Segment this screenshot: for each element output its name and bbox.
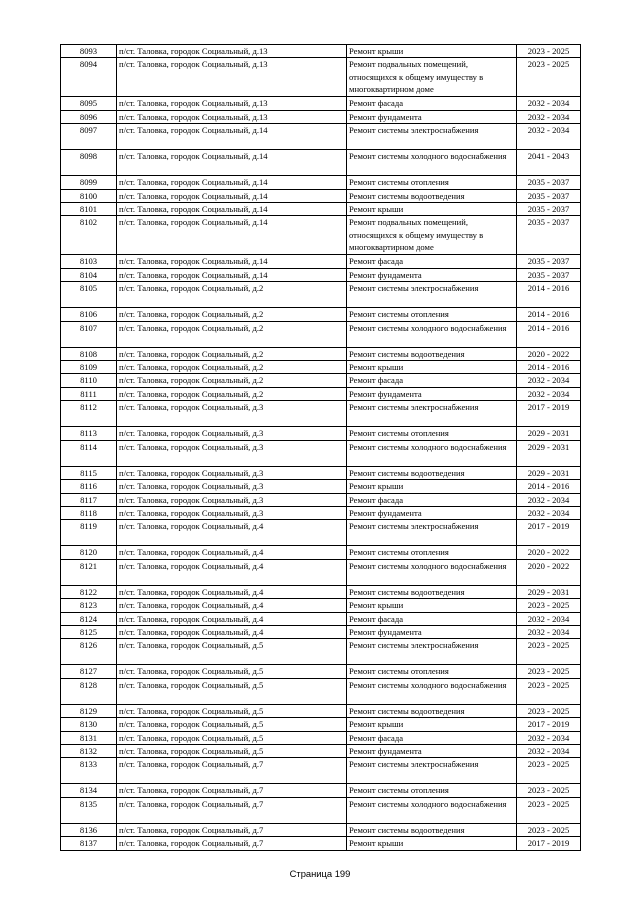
address-cell: п/ст. Таловка, городок Социальный, д.5 <box>117 704 347 717</box>
row-number-cell: 8133 <box>61 758 117 784</box>
table-row <box>61 506 581 519</box>
work-type-cell: Ремонт системы водоотведения <box>347 347 517 360</box>
row-number-cell: 8102 <box>61 216 117 255</box>
address-cell: п/ст. Таловка, городок Социальный, д.4 <box>117 625 347 638</box>
period-cell: 2023 - 2025 <box>517 599 581 612</box>
address-cell: п/ст. Таловка, городок Социальный, д.5 <box>117 731 347 744</box>
address-cell: п/ст. Таловка, городок Социальный, д.13 <box>117 97 347 110</box>
address-cell: п/ст. Таловка, городок Социальный, д.14 <box>117 203 347 216</box>
table-row <box>61 282 581 308</box>
row-number-cell: 8093 <box>61 45 117 58</box>
table-row <box>61 797 581 823</box>
address-cell: п/ст. Таловка, городок Социальный, д.5 <box>117 718 347 731</box>
address-cell: п/ст. Таловка, городок Социальный, д.2 <box>117 361 347 374</box>
table-row <box>61 176 581 189</box>
row-number-cell: 8134 <box>61 784 117 797</box>
address-cell: п/ст. Таловка, городок Социальный, д.2 <box>117 374 347 387</box>
work-type-cell: Ремонт системы холодного водоснабжения <box>347 797 517 823</box>
period-cell: 2032 - 2034 <box>517 731 581 744</box>
row-number-cell: 8108 <box>61 347 117 360</box>
work-type-cell: Ремонт системы отопления <box>347 176 517 189</box>
work-type-cell: Ремонт системы отопления <box>347 546 517 559</box>
work-type-cell: Ремонт фасада <box>347 255 517 268</box>
period-cell: 2032 - 2034 <box>517 374 581 387</box>
address-cell: п/ст. Таловка, городок Социальный, д.14 <box>117 216 347 255</box>
address-cell: п/ст. Таловка, городок Социальный, д.4 <box>117 612 347 625</box>
table-row <box>61 45 581 58</box>
period-cell: 2023 - 2025 <box>517 823 581 836</box>
table-row <box>61 361 581 374</box>
table-row <box>61 466 581 479</box>
period-cell: 2032 - 2034 <box>517 387 581 400</box>
work-type-cell: Ремонт системы холодного водоснабжения <box>347 559 517 585</box>
row-number-cell: 8128 <box>61 678 117 704</box>
work-type-cell: Ремонт системы электроснабжения <box>347 639 517 665</box>
work-type-cell: Ремонт системы отопления <box>347 784 517 797</box>
table-row <box>61 704 581 717</box>
row-number-cell: 8094 <box>61 58 117 97</box>
period-cell: 2023 - 2025 <box>517 45 581 58</box>
period-cell: 2023 - 2025 <box>517 665 581 678</box>
row-number-cell: 8122 <box>61 585 117 598</box>
period-cell: 2035 - 2037 <box>517 216 581 255</box>
table-row <box>61 639 581 665</box>
work-type-cell: Ремонт системы водоотведения <box>347 585 517 598</box>
table-row <box>61 823 581 836</box>
work-type-cell: Ремонт системы холодного водоснабжения <box>347 440 517 466</box>
period-cell: 2023 - 2025 <box>517 678 581 704</box>
row-number-cell: 8125 <box>61 625 117 638</box>
address-cell: п/ст. Таловка, городок Социальный, д.2 <box>117 308 347 321</box>
table-row <box>61 440 581 466</box>
row-number-cell: 8131 <box>61 731 117 744</box>
work-type-cell: Ремонт крыши <box>347 837 517 850</box>
table-row <box>61 612 581 625</box>
row-number-cell: 8120 <box>61 546 117 559</box>
address-cell: п/ст. Таловка, городок Социальный, д.3 <box>117 401 347 427</box>
table-row <box>61 559 581 585</box>
address-cell: п/ст. Таловка, городок Социальный, д.3 <box>117 427 347 440</box>
repair-schedule-table <box>60 44 581 851</box>
work-type-cell: Ремонт крыши <box>347 718 517 731</box>
work-type-cell: Ремонт системы электроснабжения <box>347 282 517 308</box>
address-cell: п/ст. Таловка, городок Социальный, д.14 <box>117 176 347 189</box>
period-cell: 2023 - 2025 <box>517 784 581 797</box>
address-cell: п/ст. Таловка, городок Социальный, д.14 <box>117 255 347 268</box>
address-cell: п/ст. Таловка, городок Социальный, д.14 <box>117 150 347 176</box>
table-row <box>61 321 581 347</box>
table-row <box>61 718 581 731</box>
work-type-cell: Ремонт фундамента <box>347 110 517 123</box>
table-row <box>61 427 581 440</box>
period-cell: 2029 - 2031 <box>517 440 581 466</box>
table-row <box>61 731 581 744</box>
table-row <box>61 347 581 360</box>
table-body <box>61 45 581 851</box>
period-cell: 2020 - 2022 <box>517 546 581 559</box>
page-number: Страница 199 <box>289 868 351 879</box>
row-number-cell: 8117 <box>61 493 117 506</box>
period-cell: 2014 - 2016 <box>517 480 581 493</box>
address-cell: п/ст. Таловка, городок Социальный, д.3 <box>117 493 347 506</box>
period-cell: 2032 - 2034 <box>517 506 581 519</box>
work-type-cell: Ремонт системы холодного водоснабжения <box>347 150 517 176</box>
table-row <box>61 546 581 559</box>
work-type-cell: Ремонт фасада <box>347 612 517 625</box>
period-cell: 2035 - 2037 <box>517 268 581 281</box>
row-number-cell: 8105 <box>61 282 117 308</box>
work-type-cell: Ремонт фундамента <box>347 744 517 757</box>
table-row <box>61 758 581 784</box>
period-cell: 2017 - 2019 <box>517 401 581 427</box>
work-type-cell: Ремонт системы водоотведения <box>347 189 517 202</box>
address-cell: п/ст. Таловка, городок Социальный, д.3 <box>117 506 347 519</box>
period-cell: 2014 - 2016 <box>517 321 581 347</box>
table-row <box>61 585 581 598</box>
table-row <box>61 308 581 321</box>
period-cell: 2032 - 2034 <box>517 744 581 757</box>
table-row <box>61 374 581 387</box>
work-type-cell: Ремонт системы электроснабжения <box>347 758 517 784</box>
row-number-cell: 8103 <box>61 255 117 268</box>
period-cell: 2032 - 2034 <box>517 493 581 506</box>
period-cell: 2014 - 2016 <box>517 361 581 374</box>
period-cell: 2032 - 2034 <box>517 612 581 625</box>
row-number-cell: 8099 <box>61 176 117 189</box>
work-type-cell: Ремонт системы электроснабжения <box>347 124 517 150</box>
row-number-cell: 8137 <box>61 837 117 850</box>
row-number-cell: 8098 <box>61 150 117 176</box>
address-cell: п/ст. Таловка, городок Социальный, д.7 <box>117 797 347 823</box>
work-type-cell: Ремонт крыши <box>347 203 517 216</box>
period-cell: 2035 - 2037 <box>517 176 581 189</box>
table-row <box>61 216 581 255</box>
row-number-cell: 8096 <box>61 110 117 123</box>
period-cell: 2035 - 2037 <box>517 203 581 216</box>
row-number-cell: 8123 <box>61 599 117 612</box>
table-row <box>61 678 581 704</box>
period-cell: 2023 - 2025 <box>517 797 581 823</box>
table-row <box>61 520 581 546</box>
table-row <box>61 150 581 176</box>
period-cell: 2041 - 2043 <box>517 150 581 176</box>
work-type-cell: Ремонт подвальных помещений, относящихся к общему имуществу в многоквартирном доме <box>347 216 517 255</box>
period-cell: 2035 - 2037 <box>517 255 581 268</box>
address-cell: п/ст. Таловка, городок Социальный, д.4 <box>117 546 347 559</box>
address-cell: п/ст. Таловка, городок Социальный, д.14 <box>117 124 347 150</box>
row-number-cell: 8115 <box>61 466 117 479</box>
table-row <box>61 401 581 427</box>
row-number-cell: 8112 <box>61 401 117 427</box>
work-type-cell: Ремонт системы отопления <box>347 308 517 321</box>
row-number-cell: 8101 <box>61 203 117 216</box>
row-number-cell: 8095 <box>61 97 117 110</box>
address-cell: п/ст. Таловка, городок Социальный, д.3 <box>117 480 347 493</box>
period-cell: 2020 - 2022 <box>517 559 581 585</box>
work-type-cell: Ремонт крыши <box>347 361 517 374</box>
table-row <box>61 625 581 638</box>
address-cell: п/ст. Таловка, городок Социальный, д.3 <box>117 466 347 479</box>
address-cell: п/ст. Таловка, городок Социальный, д.13 <box>117 45 347 58</box>
work-type-cell: Ремонт системы водоотведения <box>347 466 517 479</box>
period-cell: 2035 - 2037 <box>517 189 581 202</box>
table-row <box>61 480 581 493</box>
row-number-cell: 8107 <box>61 321 117 347</box>
table-row <box>61 744 581 757</box>
period-cell: 2020 - 2022 <box>517 347 581 360</box>
row-number-cell: 8130 <box>61 718 117 731</box>
table-row <box>61 837 581 850</box>
address-cell: п/ст. Таловка, городок Социальный, д.7 <box>117 823 347 836</box>
table-row <box>61 124 581 150</box>
work-type-cell: Ремонт системы электроснабжения <box>347 401 517 427</box>
row-number-cell: 8110 <box>61 374 117 387</box>
table-row <box>61 97 581 110</box>
work-type-cell: Ремонт крыши <box>347 45 517 58</box>
address-cell: п/ст. Таловка, городок Социальный, д.2 <box>117 387 347 400</box>
row-number-cell: 8121 <box>61 559 117 585</box>
table-row <box>61 493 581 506</box>
address-cell: п/ст. Таловка, городок Социальный, д.14 <box>117 189 347 202</box>
table-row <box>61 203 581 216</box>
work-type-cell: Ремонт крыши <box>347 480 517 493</box>
address-cell: п/ст. Таловка, городок Социальный, д.4 <box>117 585 347 598</box>
address-cell: п/ст. Таловка, городок Социальный, д.5 <box>117 639 347 665</box>
address-cell: п/ст. Таловка, городок Социальный, д.2 <box>117 282 347 308</box>
table-row <box>61 599 581 612</box>
row-number-cell: 8116 <box>61 480 117 493</box>
row-number-cell: 8106 <box>61 308 117 321</box>
row-number-cell: 8119 <box>61 520 117 546</box>
row-number-cell: 8109 <box>61 361 117 374</box>
work-type-cell: Ремонт фундамента <box>347 387 517 400</box>
address-cell: п/ст. Таловка, городок Социальный, д.7 <box>117 758 347 784</box>
row-number-cell: 8111 <box>61 387 117 400</box>
work-type-cell: Ремонт системы отопления <box>347 665 517 678</box>
address-cell: п/ст. Таловка, городок Социальный, д.14 <box>117 268 347 281</box>
period-cell: 2023 - 2025 <box>517 758 581 784</box>
address-cell: п/ст. Таловка, городок Социальный, д.4 <box>117 559 347 585</box>
work-type-cell: Ремонт подвальных помещений, относящихся к общему имуществу в многоквартирном доме <box>347 58 517 97</box>
row-number-cell: 8126 <box>61 639 117 665</box>
address-cell: п/ст. Таловка, городок Социальный, д.4 <box>117 599 347 612</box>
row-number-cell: 8136 <box>61 823 117 836</box>
row-number-cell: 8100 <box>61 189 117 202</box>
period-cell: 2029 - 2031 <box>517 466 581 479</box>
row-number-cell: 8127 <box>61 665 117 678</box>
row-number-cell: 8129 <box>61 704 117 717</box>
period-cell: 2032 - 2034 <box>517 97 581 110</box>
row-number-cell: 8118 <box>61 506 117 519</box>
row-number-cell: 8113 <box>61 427 117 440</box>
row-number-cell: 8132 <box>61 744 117 757</box>
address-cell: п/ст. Таловка, городок Социальный, д.13 <box>117 58 347 97</box>
address-cell: п/ст. Таловка, городок Социальный, д.7 <box>117 784 347 797</box>
work-type-cell: Ремонт системы электроснабжения <box>347 520 517 546</box>
table-row <box>61 387 581 400</box>
period-cell: 2023 - 2025 <box>517 639 581 665</box>
work-type-cell: Ремонт фасада <box>347 374 517 387</box>
work-type-cell: Ремонт фундамента <box>347 268 517 281</box>
row-number-cell: 8124 <box>61 612 117 625</box>
address-cell: п/ст. Таловка, городок Социальный, д.3 <box>117 440 347 466</box>
period-cell: 2023 - 2025 <box>517 58 581 97</box>
period-cell: 2017 - 2019 <box>517 837 581 850</box>
address-cell: п/ст. Таловка, городок Социальный, д.4 <box>117 520 347 546</box>
address-cell: п/ст. Таловка, городок Социальный, д.5 <box>117 665 347 678</box>
table-row <box>61 255 581 268</box>
period-cell: 2014 - 2016 <box>517 308 581 321</box>
period-cell: 2023 - 2025 <box>517 704 581 717</box>
work-type-cell: Ремонт фасада <box>347 97 517 110</box>
work-type-cell: Ремонт системы водоотведения <box>347 704 517 717</box>
row-number-cell: 8135 <box>61 797 117 823</box>
period-cell: 2017 - 2019 <box>517 520 581 546</box>
address-cell: п/ст. Таловка, городок Социальный, д.5 <box>117 678 347 704</box>
work-type-cell: Ремонт системы отопления <box>347 427 517 440</box>
row-number-cell: 8097 <box>61 124 117 150</box>
address-cell: п/ст. Таловка, городок Социальный, д.2 <box>117 347 347 360</box>
period-cell: 2032 - 2034 <box>517 110 581 123</box>
row-number-cell: 8104 <box>61 268 117 281</box>
work-type-cell: Ремонт крыши <box>347 599 517 612</box>
row-number-cell: 8114 <box>61 440 117 466</box>
table-row <box>61 189 581 202</box>
address-cell: п/ст. Таловка, городок Социальный, д.7 <box>117 837 347 850</box>
period-cell: 2029 - 2031 <box>517 427 581 440</box>
period-cell: 2014 - 2016 <box>517 282 581 308</box>
period-cell: 2032 - 2034 <box>517 625 581 638</box>
table-row <box>61 110 581 123</box>
work-type-cell: Ремонт системы холодного водоснабжения <box>347 321 517 347</box>
period-cell: 2029 - 2031 <box>517 585 581 598</box>
address-cell: п/ст. Таловка, городок Социальный, д.2 <box>117 321 347 347</box>
address-cell: п/ст. Таловка, городок Социальный, д.5 <box>117 744 347 757</box>
work-type-cell: Ремонт системы холодного водоснабжения <box>347 678 517 704</box>
table-row <box>61 784 581 797</box>
work-type-cell: Ремонт фасада <box>347 493 517 506</box>
work-type-cell: Ремонт фундамента <box>347 506 517 519</box>
work-type-cell: Ремонт фасада <box>347 731 517 744</box>
table-row <box>61 665 581 678</box>
work-type-cell: Ремонт фундамента <box>347 625 517 638</box>
address-cell: п/ст. Таловка, городок Социальный, д.13 <box>117 110 347 123</box>
period-cell: 2017 - 2019 <box>517 718 581 731</box>
work-type-cell: Ремонт системы водоотведения <box>347 823 517 836</box>
table-row <box>61 58 581 97</box>
table-row <box>61 268 581 281</box>
period-cell: 2032 - 2034 <box>517 124 581 150</box>
